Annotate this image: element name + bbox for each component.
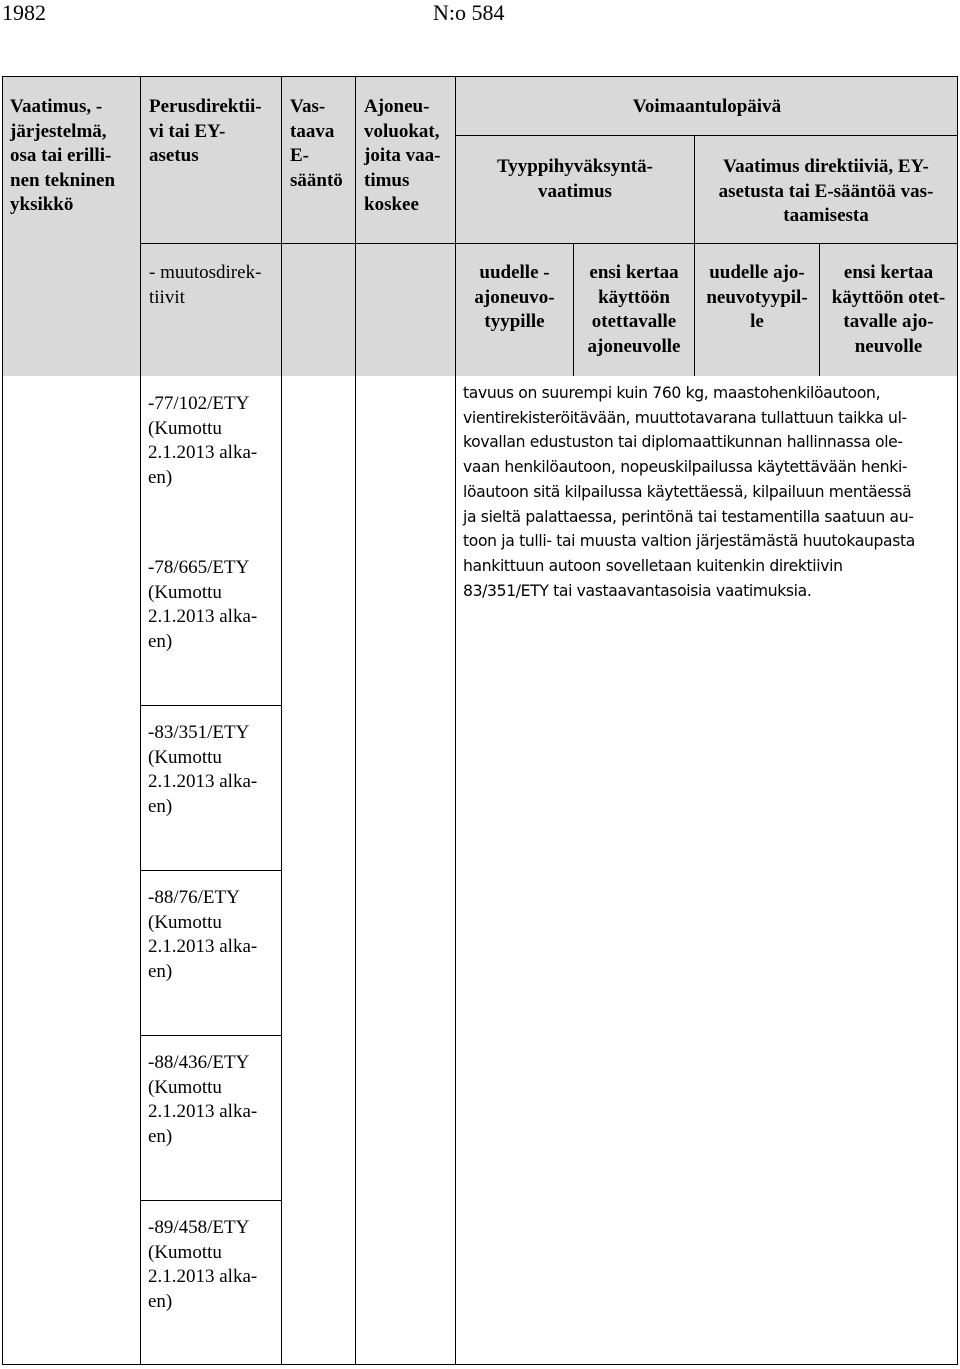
header-new-vehicle-type-2: uudelle ajo- neuvotyypil- le	[706, 262, 808, 332]
amendment-entry: -77/102/ETY (Kumottu 2.1.2013 alka- en)	[148, 393, 258, 488]
amendment-entry: -89/458/ETY (Kumottu 2.1.2013 alka- en)	[148, 1217, 258, 1312]
group-title-rule	[455, 135, 958, 136]
amendment-separator-2	[140, 870, 281, 871]
header-new-vehicle-type-1: uudelle - ajoneuvo- tyypille	[474, 262, 555, 332]
header-equivalent-requirement: Vaatimus direktiiviä, EY- asetusta tai E-sääntöä vas- taamisesta	[718, 156, 934, 226]
requirement-note-paragraph: tavuus on suurempi kuin 760 kg, maastohenkilöautoon, vientirekisteröitävään, muuttotavarana tullattuun taikka ul- kovallan edustuston tai diplomaattikunnan hallinnassa ole- vaan henkilöautoon, nopeuskilpailussa käytettävään henki- löautoon sitä kilpailussa käytettäessä, kilpailuun mentäessä ja sieltä palattaessa, perintönä tai testamentilla saatuun au- toon ja tulli- tai muusta valtion järjestämästä huutokaupasta hankittuun autoon sovelletaan kuitenkin direktiivin 83/351/ETY tai vastaavantasoisia vaatimuksia.	[463, 384, 915, 600]
header-type-approval: Tyyppihyväksyntä- vaatimus	[497, 156, 653, 202]
amendment-separator-1	[140, 705, 281, 706]
column-divider-1	[140, 76, 141, 1365]
header-effective-date: Voimaantulopäivä	[632, 96, 782, 117]
header-e-regulation: Vas- taava E- sääntö	[290, 96, 343, 191]
header-amending-directives: - muutosdirek- tiivit	[149, 262, 262, 308]
header-requirement: Vaatimus, - järjestelmä, osa tai erilli- nen tekninen yksikkö	[10, 96, 116, 215]
header-first-registration-2: ensi kertaa käyttöön otet- tavalle ajo- neuvolle	[831, 262, 946, 357]
table-bottom-border	[2, 1364, 958, 1365]
statute-number: N:o 584	[433, 0, 505, 25]
amendment-separator-4	[140, 1200, 281, 1201]
amendment-entry: -78/665/ETY (Kumottu 2.1.2013 alka- en)	[148, 557, 258, 652]
header-base-directive: Perusdirektii- vi tai EY- asetus	[149, 96, 262, 166]
amendment-entry: -88/76/ETY (Kumottu 2.1.2013 alka- en)	[148, 887, 258, 982]
table-right-border	[957, 76, 958, 1365]
column-divider-3	[355, 76, 356, 1365]
amendment-entry: -83/351/ETY (Kumottu 2.1.2013 alka- en)	[148, 722, 258, 817]
table-left-border	[2, 76, 3, 1365]
header-first-registration-1: ensi kertaa käyttöön otettavalle ajoneuvolle	[587, 262, 681, 357]
table-top-border	[2, 76, 958, 77]
amendment-separator-3	[140, 1035, 281, 1036]
header-split-rule	[140, 243, 958, 244]
page-number: 1982	[2, 0, 46, 25]
amendment-entry: -88/436/ETY (Kumottu 2.1.2013 alka- en)	[148, 1052, 258, 1147]
column-divider-2	[281, 76, 282, 1365]
header-vehicle-categories: Ajoneu- voluokat, joita vaa- timus koskee	[364, 96, 441, 215]
